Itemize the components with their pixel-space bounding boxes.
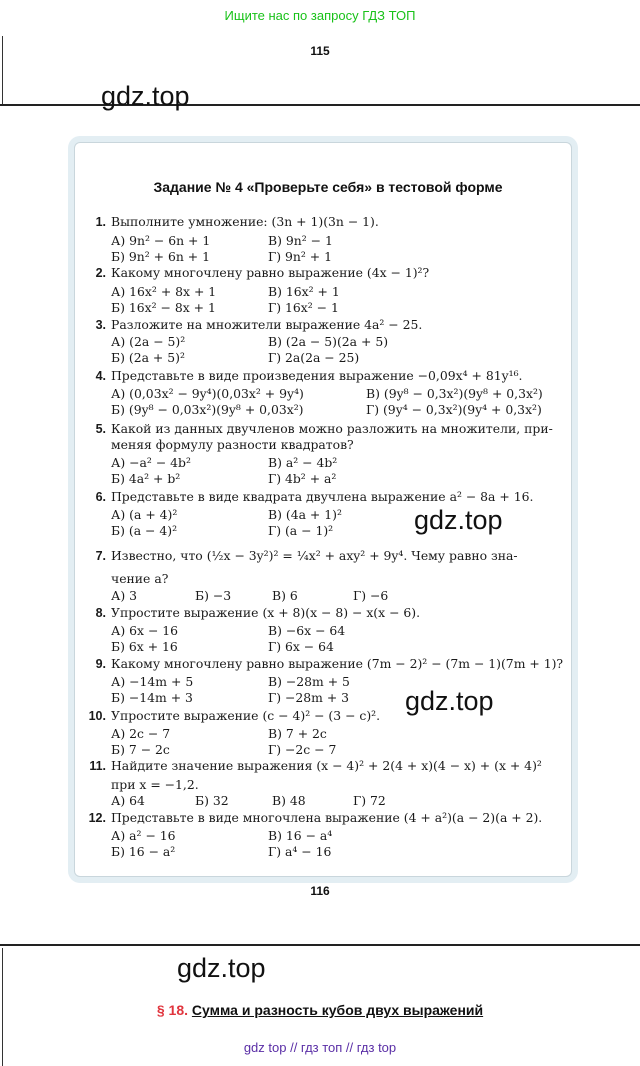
answer-option: А) (a + 4)²	[111, 507, 178, 522]
answer-option: В) −6x − 64	[268, 623, 346, 638]
answer-option: А) 9n² − 6n + 1	[111, 233, 211, 248]
question-text: Представьте в виде произведения выражение −0,09x⁴ + 81y¹⁶.	[111, 368, 523, 383]
test-title: Задание № 4 «Проверьте себя» в тестовой форме	[153, 179, 503, 195]
page-divider-top	[0, 104, 640, 106]
answer-option: А) 3	[111, 588, 138, 603]
answer-option: В) 6	[272, 588, 298, 603]
answer-option: чение a?	[111, 571, 169, 586]
answer-option: В) (9y⁸ − 0,3x²)(9y⁸ + 0,3x²)	[366, 386, 543, 401]
question-number: 5.	[95, 422, 106, 436]
question-number: 7.	[95, 549, 106, 563]
question-text: Выполните умножение: (3n + 1)(3n − 1).	[111, 214, 379, 229]
answer-option: Г) (a − 1)²	[268, 523, 334, 538]
answer-option: В) 48	[272, 793, 306, 808]
question-text: Найдите значение выражения (x − 4)² + 2(4 + x)(4 − x) + (x + 4)²	[111, 758, 542, 773]
answer-option: Б) 16 − a²	[111, 844, 176, 859]
answer-option: А) −a² − 4b²	[111, 455, 191, 470]
answer-option: В) −28m + 5	[268, 674, 350, 689]
answer-option: Б) 9n² + 6n + 1	[111, 249, 210, 264]
watermark: gdz.top	[177, 953, 266, 983]
answer-option: при x = −1,2.	[111, 777, 199, 792]
answer-option: А) (0,03x² − 9y⁴)(0,03x² + 9y⁴)	[111, 386, 304, 401]
answer-option: В) 16x² + 1	[268, 284, 340, 299]
question-number: 9.	[95, 657, 106, 671]
answer-option: Г) a⁴ − 16	[268, 844, 332, 859]
question-text: Какой из данных двучленов можно разложить на множители, при-	[111, 421, 553, 436]
question-text: Какому многочлену равно выражение (7m − 2)² − (7m − 1)(7m + 1)?	[111, 656, 564, 671]
answer-option: Г) (9y⁴ − 0,3x²)(9y⁴ + 0,3x²)	[366, 402, 542, 417]
answer-option: Б) (9y⁸ − 0,03x²)(9y⁸ + 0,03x²)	[111, 402, 304, 417]
question-number: 11.	[89, 759, 106, 773]
answer-option: Б) 7 − 2c	[111, 742, 170, 757]
section-title: Сумма и разность кубов двух выражений	[191, 1002, 484, 1018]
answer-option: Г) 4b² + a²	[268, 471, 337, 486]
question-text: Представьте в виде квадрата двучлена выражение a² − 8a + 16.	[111, 489, 534, 504]
answer-option: Б) 32	[195, 793, 229, 808]
question-text: Известно, что (½x − 3y²)² = ¼x² + axy² + 9y⁴. Чему равно зна-	[111, 548, 518, 563]
question-number: 12.	[88, 811, 106, 825]
watermark: gdz.top	[414, 505, 503, 535]
question-number: 1.	[95, 215, 106, 229]
answer-option: Б) 16x² − 8x + 1	[111, 300, 216, 315]
answer-option: А) 64	[111, 793, 145, 808]
answer-option: Б) 4a² + b²	[111, 471, 181, 486]
footer-links[interactable]: gdz top // гдз топ // гдз top	[243, 1040, 397, 1055]
answer-option: В) (2a − 5)(2a + 5)	[268, 334, 389, 349]
answer-option: Г) 16x² − 1	[268, 300, 339, 315]
section-number: § 18.	[156, 1002, 189, 1018]
question-text: Упростите выражение (x + 8)(x − 8) − x(x − 6).	[111, 605, 421, 620]
answer-option: В) 9n² − 1	[268, 233, 333, 248]
answer-option: Г) 2a(2a − 25)	[268, 350, 360, 365]
page-divider-bottom	[0, 944, 640, 946]
answer-option: В) 7 + 2c	[268, 726, 327, 741]
question-text: Разложите на множители выражение 4a² − 25.	[111, 317, 423, 332]
answer-option: Г) −2c − 7	[268, 742, 337, 757]
section-heading	[0, 1002, 640, 1018]
question-number: 10.	[88, 709, 106, 723]
page-number-bottom: 116	[310, 884, 330, 898]
question-number: 3.	[95, 318, 106, 332]
answer-option: Г) −28m + 3	[268, 690, 350, 705]
answer-option: Г) 9n² + 1	[268, 249, 332, 264]
answer-option: В) (4a + 1)²	[268, 507, 342, 522]
answer-option: Б) −3	[195, 588, 232, 603]
promo-link[interactable]: Ищите нас по запросу ГДЗ ТОП	[224, 8, 416, 23]
answer-option: А) −14m + 5	[111, 674, 194, 689]
answer-option: А) 16x² + 8x + 1	[111, 284, 217, 299]
answer-option: А) 2c − 7	[111, 726, 171, 741]
answer-option: Г) 6x − 64	[268, 639, 334, 654]
answer-option: Б) −14m + 3	[111, 690, 193, 705]
watermark: gdz.top	[101, 81, 190, 111]
answer-option: Г) 72	[353, 793, 386, 808]
answer-option: А) a² − 16	[111, 828, 176, 843]
answer-option: Б) (2a + 5)²	[111, 350, 185, 365]
question-number: 2.	[95, 266, 106, 280]
answer-option: Г) −6	[353, 588, 389, 603]
answer-option: меняя формулу разности квадратов?	[111, 437, 354, 452]
answer-option: В) 16 − a⁴	[268, 828, 333, 843]
question-number: 6.	[95, 490, 106, 504]
answer-option: В) a² − 4b²	[268, 455, 338, 470]
question-text: Какому многочлену равно выражение (4x − 1)²?	[111, 265, 430, 280]
question-number: 4.	[95, 369, 106, 383]
question-number: 8.	[95, 606, 106, 620]
question-text: Упростите выражение (c − 4)² − (3 − c)².	[111, 708, 381, 723]
question-text: Представьте в виде многочлена выражение (4 + a²)(a − 2)(a + 2).	[111, 810, 543, 825]
watermark: gdz.top	[405, 686, 494, 716]
answer-option: А) (2a − 5)²	[111, 334, 186, 349]
answer-option: Б) 6x + 16	[111, 639, 178, 654]
page-number-top: 115	[310, 44, 330, 58]
answer-option: Б) (a − 4)²	[111, 523, 178, 538]
answer-option: А) 6x − 16	[111, 623, 179, 638]
